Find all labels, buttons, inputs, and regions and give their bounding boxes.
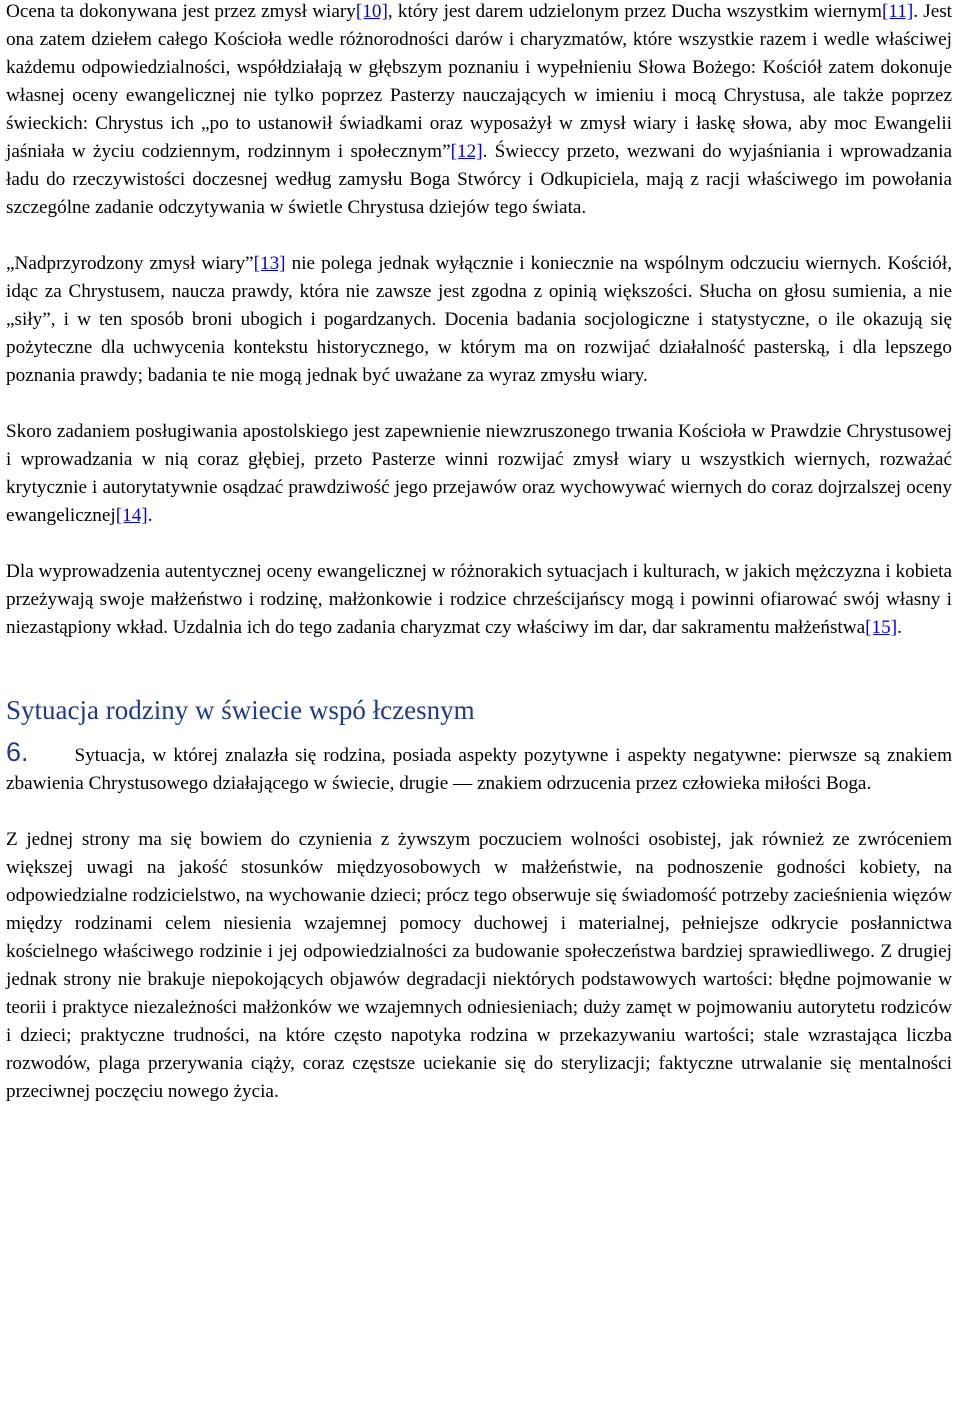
intro-paragraphs [6, 0, 952, 642]
numbered-paragraph [6, 738, 952, 798]
paragraph-text: . [147, 505, 153, 526]
paragraph-text: . [897, 617, 902, 638]
paragraph-number: 6. [6, 737, 29, 767]
paragraph [6, 250, 952, 390]
paragraph-text: . Jest ona zatem dziełem całego Kościoła wedle różnorodności darów i charyzmatów, które wszystkie razem i wedle właściwej każdemu odpowiedzialności, współdziałają w głębszym poznaniu i wypełnieniu Słowa Bożego: Kościół zatem dokonuje własnej oceny ewangelicznej nie tylko poprzez Pasterzy nauczających w imieniu i mocą Chrystusa, ale także poprzez świeckich: Chrystus ich „po to ustanowił świadkami oraz wyposażył w zmysł wiary i łaskę słowa, aby moc Ewangelii jaśniała w życiu codziennym, rodzinnym i społecznym” [6, 1, 953, 162]
footnote-link[interactable]: [15] [865, 617, 898, 638]
paragraph-text: nie polega jednak wyłącznie i koniecznie na wspólnym odczuciu wiernych. Kościół, idąc za Chrystusem, naucza prawdy, która nie zawsze jest zgodna z opinią większości. Słucha on głosu sumienia, a nie „siły”, i w ten sposób broni ubogich i pogardzanych. Docenia badania socjologiczne i statystyczne, o ile okazują się pożyteczne dla uchwycenia kontekstu historycznego, w którym ma on rozwijać działalność pasterską, i dla lepszego poznania prawdy; badania te nie mogą jednak być uważane za wyraz zmysłu wiary. [6, 253, 952, 386]
footnote-link[interactable]: [10] [355, 1, 388, 22]
paragraph-text: Ocena ta dokonywana jest przez zmysł wiary [6, 1, 356, 22]
paragraph [6, 0, 952, 222]
numbered-paragraph-text: Sytuacja, w której znalazła się rodzina, posiada aspekty pozytywne i aspekty negatywne: pierwsze są znakiem zbawienia Chrystusowego działającego w świecie, drugie — znakiem odrzucenia przez człowieka miłości Boga. [6, 745, 952, 794]
footnote-link[interactable]: [13] [253, 253, 286, 274]
paragraph [6, 558, 952, 642]
section-heading: Sytuacja rodziny w świecie wspó łczesnym [6, 695, 475, 725]
closing-paragraph: Z jednej strony ma się bowiem do czynienia z żywszym poczuciem wolności osobistej, jak również ze zwróceniem większej uwagi na jakość stosunków międzyosobowych w małżeństwie, na podnoszenie godności kobiety, na odpowiedzialne rodzicielstwo, na wychowanie dzieci; prócz tego obserwuje się świadomość potrzeby zacieśnienia więzów między rodzinami celem niesienia wzajemnej pomocy duchowej i materialnej, pełniejsze odkrycie posłannictwa kościelnego właściwego rodzinie i jej odpowiedzialności za budowanie społeczeństwa bardziej sprawiedliwego. Z drugiej jednak strony nie brakuje niepokojących objawów degradacji niektórych podstawowych wartości: błędne pojmowanie w teorii i praktyce niezależności małżonków we wzajemnych odniesieniach; duży zamęt w pojmowaniu autorytetu rodziców i dzieci; praktyczne trudności, na które często napotyka rodzina w przekazywaniu wartości; stale wzrastająca liczba rozwodów, plaga przerywania ciąży, coraz częstsze uciekanie się do sterylizacji; faktyczne utrwalanie się mentalności przeciwnej poczęciu nowego życia. [6, 829, 952, 1102]
paragraph-text: . Świeccy przeto, wezwani do wyjaśniania i wprowadzania ładu do rzeczywistości doczesnej według zamysłu Boga Stwórcy i Odkupiciela, mają z racji właściwego im powołania szczególne zadanie odczytywania w świetle Chrystusa dziejów tego świata. [6, 141, 952, 218]
paragraph [6, 418, 952, 530]
footnote-link[interactable]: [14] [115, 505, 148, 526]
paragraph-text: „Nadprzyrodzony zmysł wiary” [6, 253, 254, 274]
paragraph-text: , który jest darem udzielonym przez Ducha wszystkim wiernym [387, 1, 882, 22]
footnote-link[interactable]: [11] [881, 1, 914, 22]
paragraph-text: Skoro zadaniem posługiwania apostolskiego jest zapewnienie niewzruszonego trwania Kościoła w Prawdzie Chrystusowej i wprowadzania w nią coraz głębiej, przeto Pasterze winni rozwijać zmysł wiary u wszystkich wiernych, rozważać krytycznie i autorytatywnie osądzać prawdziwość jego przejawów oraz wychowywać wiernych do coraz dojrzalszej oceny ewangelicznej [6, 421, 952, 526]
paragraph-text: Dla wyprowadzenia autentycznej oceny ewangelicznej w różnorakich sytuacjach i kulturach, w jakich mężczyzna i kobieta przeżywają swoje małżeństwo i rodzinę, małżonkowie i rodzice chrześcijańscy mogą i powinni ofiarować swój własny i niezastąpiony wkład. Uzdalnia ich do tego zadania charyzmat czy właściwy im dar, dar sakramentu małżeństwa [6, 561, 952, 638]
document-page [6, 0, 952, 1106]
footnote-link[interactable]: [12] [450, 141, 483, 162]
